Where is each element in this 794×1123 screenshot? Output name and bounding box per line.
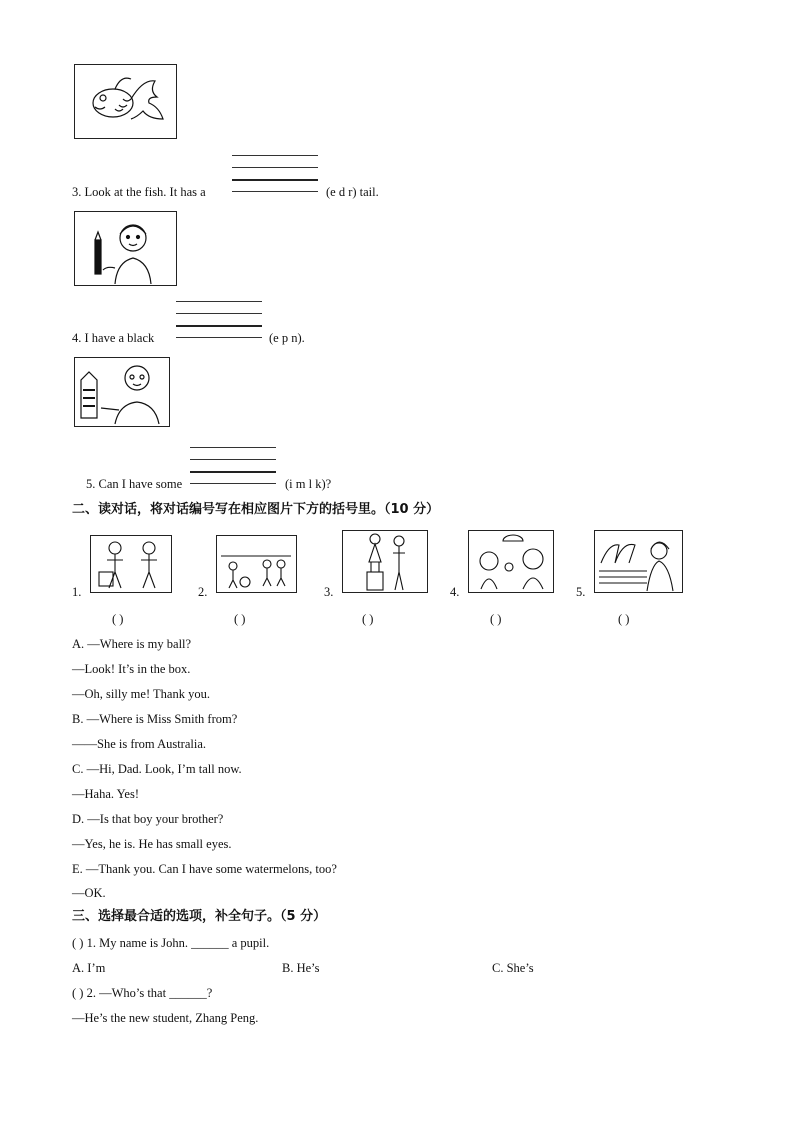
section-2-heading: 二、读对话，将对话编号写在相应图片下方的括号里。（10 分）	[72, 502, 440, 517]
writing-line	[190, 447, 276, 448]
writing-line[interactable]	[176, 337, 262, 338]
answer-paren-3[interactable]: ( )	[362, 612, 374, 626]
dialogue-picture-4	[468, 530, 554, 593]
dialogue-line: ——She is from Australia.	[72, 737, 207, 751]
picture-number-3: 3.	[324, 585, 334, 599]
dialogue-line: A. —Where is my ball?	[72, 637, 192, 651]
dialogue-picture-3	[342, 530, 428, 593]
question-5-text: 5. Can I have some	[86, 477, 183, 491]
girl-with-pen-icon	[75, 212, 176, 285]
writing-line	[232, 155, 318, 156]
picture-number-2: 2.	[198, 585, 208, 599]
answer-paren-2[interactable]: ( )	[234, 612, 246, 626]
picture-number-4: 4.	[450, 585, 460, 599]
boys-with-box-icon	[91, 536, 171, 592]
writing-line	[232, 167, 318, 168]
question-4-text: 4. I have a black	[72, 331, 155, 345]
option-c[interactable]: C. She’s	[492, 961, 534, 975]
question-3-hint: (e d r) tail.	[326, 185, 379, 199]
dialogue-picture-1	[90, 535, 172, 593]
girl-with-milk-icon	[75, 358, 169, 426]
question-4-hint: (e p n).	[269, 331, 305, 345]
question-5-hint: (i m l k)?	[285, 477, 332, 491]
answer-paren-5[interactable]: ( )	[618, 612, 630, 626]
option-a[interactable]: A. I’m	[72, 961, 106, 975]
dialogue-line: —Haha. Yes!	[72, 787, 140, 801]
writing-line	[176, 313, 262, 314]
dialogue-line: —Look! It’s in the box.	[72, 662, 191, 676]
picture-number-1: 1.	[72, 585, 82, 599]
dialogue-line: E. —Thank you. Can I have some watermelons, too?	[72, 862, 337, 876]
milk-picture	[74, 357, 170, 427]
dialogue-line: —Oh, silly me! Thank you.	[72, 687, 210, 701]
section-3-heading: 三、选择最合适的选项，补全句子。（5 分）	[72, 909, 327, 924]
answer-paren-1[interactable]: ( )	[112, 612, 124, 626]
woman-at-opera-house-icon	[595, 531, 682, 592]
animals-with-watermelon-icon	[469, 531, 553, 592]
question-2-stem: ( ) 2. —Who’s that ______?	[72, 986, 213, 1000]
writing-line[interactable]	[232, 191, 318, 192]
fish-icon	[75, 65, 176, 138]
writing-line	[176, 325, 262, 327]
dialogue-line: —Yes, he is. He has small eyes.	[72, 837, 232, 851]
fish-picture	[74, 64, 177, 139]
answer-paren-4[interactable]: ( )	[490, 612, 502, 626]
kids-playing-ball-icon	[217, 536, 296, 592]
picture-number-5: 5.	[576, 585, 586, 599]
question-2-answer-line: —He’s the new student, Zhang Peng.	[72, 1011, 259, 1025]
dialogue-line: C. —Hi, Dad. Look, I’m tall now.	[72, 762, 242, 776]
writing-line	[176, 301, 262, 302]
pen-picture	[74, 211, 177, 286]
writing-line	[190, 459, 276, 460]
dialogue-line: D. —Is that boy your brother?	[72, 812, 224, 826]
option-b[interactable]: B. He’s	[282, 961, 320, 975]
dialogue-picture-2	[216, 535, 297, 593]
writing-line	[190, 471, 276, 473]
dialogue-line: B. —Where is Miss Smith from?	[72, 712, 238, 726]
question-1-stem: ( ) 1. My name is John. ______ a pupil.	[72, 936, 270, 950]
dialogue-picture-5	[594, 530, 683, 593]
girl-standing-on-stool-icon	[343, 531, 427, 592]
dialogue-line: —OK.	[72, 886, 106, 900]
question-3-text: 3. Look at the fish. It has a	[72, 185, 206, 199]
writing-line	[232, 179, 318, 181]
writing-line[interactable]	[190, 483, 276, 484]
